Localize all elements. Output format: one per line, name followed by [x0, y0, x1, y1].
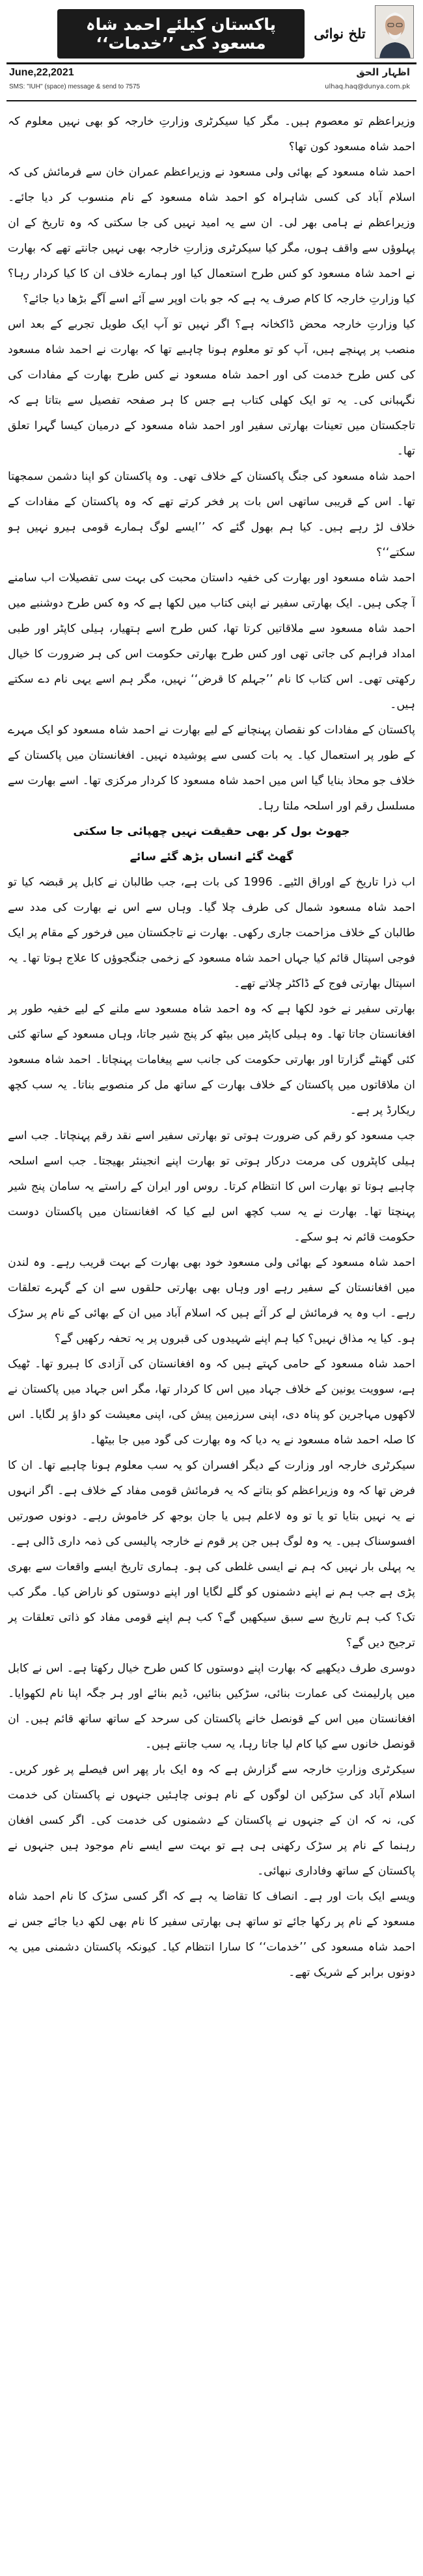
column-header: [0, 0, 423, 103]
author-portrait-icon: [375, 6, 414, 59]
author-email: ulhaq.haq@dunya.com.pk: [325, 83, 410, 90]
article-paragraph: احمد شاہ مسعود کے بھائی ولی مسعود نے وزیراعظم عمران خان سے فرمائش کی کہ اسلام آباد کی کسی شاہراہ کو احمد شاہ مسعود کے نام منسوب کر دیا جائے۔ وزیراعظم نے ہامی بھر لی۔ ان سے یہ امید نہیں کی جا سکتی کہ وہ تاریخ کے ان پہلوؤں سے واقف ہوں، مگر کیا سیکرٹری وزارتِ خارجہ بھی نہیں جانتے تھے کہ بھارت نے احمد شاہ مسعود کو کس طرح استعمال کیا اور ہمارے خلاف ان کا کیا کردار رہا؟ کیا وزارتِ خارجہ کا کام صرف یہ ہے کہ جو بات اوپر سے آئے اسے آگے بڑھا دیا جائے؟: [8, 166, 415, 306]
poetry-verse: گھٹ گئے انساں بڑھ گئے سائے: [130, 850, 293, 863]
article-paragraph: یہ پہلی بار نہیں کہ ہم نے ایسی غلطی کی ہو۔ ہماری تاریخ ایسے واقعات سے بھری پڑی ہے جب ہم نے اپنے دشمنوں کو گلے لگایا اور اپنے دوستوں کو ناراض کیا۔ مگر کب تک؟ کب ہم تاریخ سے سبق سیکھیں گے؟ کب ہم اپنے قومی مفاد کو ذاتی تعلقات پر ترجیح دیں گے؟: [8, 1560, 415, 1649]
article-paragraph: احمد شاہ مسعود کی جنگ پاکستان کے خلاف تھی۔ وہ پاکستان کو اپنا دشمن سمجھتا تھا۔ اس کے قریبی ساتھی اس بات پر فخر کرتے تھے کہ وہ پاکستان کے مفادات کے خلاف لڑ رہے ہیں۔ کیا ہم بھول گئے کہ ’’ایسے لوگ ہمارے قومی ہیرو نہیں ہو سکتے‘‘؟: [8, 470, 415, 559]
publish-date: June,22,2021: [9, 67, 74, 78]
article-paragraph: احمد شاہ مسعود کے بھائی ولی مسعود خود بھی بھارت کے بہت قریب رہے۔ وہ لندن میں افغانستان کے سفیر رہے اور وہاں بھی بھارتی حلقوں سے ان کے گہرے تعلقات رہے۔ اب وہ یہ فرمائش لے کر آئے ہیں کہ اسلام آباد میں ان کے بھائی کے نام پر سڑک ہو۔ کیا یہ مذاق نہیں؟ کیا ہم اپنے شہیدوں کی قبروں پر یہ تحفہ رکھیں گے؟: [8, 1256, 415, 1345]
header-divider: [7, 62, 416, 64]
author-photo: [375, 5, 414, 59]
article-paragraph: بھارتی سفیر نے خود لکھا ہے کہ وہ احمد شاہ مسعود سے ملنے کے لیے خفیہ طور پر افغانستان جاتا تھا۔ وہ ہیلی کاپٹر میں بیٹھ کر پنج شیر جاتا، وہاں مسعود کے ساتھ کئی کئی گھنٹے گزارتا اور بھارتی حکومت کی جانب سے پیغامات پہنچاتا۔ احمد شاہ مسعود ان ملاقاتوں میں پاکستان کے خلاف بھارت کے ساتھ مل کر منصوبے بناتا۔ یہ سب کچھ ریکارڈ پر ہے۔: [8, 1003, 415, 1117]
article-paragraph: سیکرٹری وزارتِ خارجہ سے گزارش ہے کہ وہ ایک بار پھر اس فیصلے پر غور کریں۔ اسلام آباد کی سڑکیں ان لوگوں کے نام ہونی چاہئیں جنہوں نے پاکستان کی خدمت کی، نہ کہ ان کے جنہوں نے پاکستان کے دشمنوں کی خدمت کی۔ اگر کسی افغان رہنما کے نام پر سڑک رکھنی ہی ہے تو بہت سے ایسے نام موجود ہیں جنہوں نے پاکستان کے ساتھ وفاداری نبھائی۔: [8, 1763, 415, 1878]
sms-subscription: SMS: "IUH" (space) message & send to 7575: [9, 83, 141, 90]
article-paragraph: کیا وزارتِ خارجہ محض ڈاکخانہ ہے؟ اگر نہیں تو آپ ایک طویل تجربے کے بعد اس منصب پر پہنچے ہیں، آپ کو تو معلوم ہونا چاہیے تھا کہ بھارت نے احمد شاہ مسعود کی کس طرح خدمت کی اور احمد شاہ مسعود نے کس طرح بھارت کے مفادات کی نگہبانی کی۔ یہ تو ایک کھلی کتاب ہے جس کا ہر صفحہ تفصیل سے بتاتا ہے کہ تاجکستان میں تعینات بھارتی سفیر اور احمد شاہ مسعود کے درمیان کیسا گہرا تعلق تھا۔: [8, 318, 415, 458]
article-paragraph: جب مسعود کو رقم کی ضرورت ہوتی تو بھارتی سفیر اسے نقد رقم پہنچاتا۔ جب اسے ہیلی کاپٹروں کی مرمت درکار ہوتی تو بھارت اپنے انجینئر بھیجتا۔ جب اسے اسلحہ چاہیے ہوتا تو بھارت اس کا انتظام کرتا۔ روس اور ایران کے راستے یہ سامان پنج شیر پہنچتا تھا۔ بھارت نے یہ سب کچھ اس لیے کیا کہ افغانستان میں پاکستان دوست حکومت قائم نہ ہو سکے۔: [8, 1129, 415, 1244]
article-paragraph: وزیراعظم تو معصوم ہیں۔ مگر کیا سیکرٹری وزارتِ خارجہ کو بھی نہیں معلوم کہ احمد شاہ مسعود کون تھا؟: [8, 115, 415, 153]
article-paragraph: پاکستان کے مفادات کو نقصان پہنچانے کے لیے بھارت نے احمد شاہ مسعود کو ایک مہرے کے طور پر استعمال کیا۔ یہ بات کسی سے پوشیدہ نہیں۔ افغانستان میں پاکستان کے خلاف جو محاذ بنایا گیا اس میں احمد شاہ مسعود کا کردار مرکزی تھا۔ اسے بھارت سے مسلسل رقم اور اسلحہ ملتا رہا۔: [8, 724, 415, 813]
column-logo: تلخ نوائی: [314, 25, 366, 42]
article-paragraph: دوسری طرف دیکھیے کہ بھارت اپنے دوستوں کا کس طرح خیال رکھتا ہے۔ اس نے کابل میں پارلیمنٹ کی عمارت بنائی، سڑکیں بنائیں، ڈیم بنائے اور ہر جگہ اپنا نام لکھوایا۔ افغانستان میں اس کے قونصل خانے پاکستان کی سرحد کے ساتھ ساتھ قائم ہیں۔ ان قونصل خانوں سے کیا کام لیا جاتا رہا، یہ سب جانتے ہیں۔: [8, 1662, 415, 1751]
article-paragraph: احمد شاہ مسعود کے حامی کہتے ہیں کہ وہ افغانستان کی آزادی کا ہیرو تھا۔ ٹھیک ہے، سوویت یونین کے خلاف جہاد میں اس کا کردار تھا، مگر اس جہاد میں پاکستان نے لاکھوں مہاجرین کو پناہ دی، اپنی سرزمین پیش کی، اپنی معیشت کو داؤ پر لگایا۔ اس کا صلہ احمد شاہ مسعود نے یہ دیا کہ وہ بھارت کی گود میں جا بیٹھا۔: [8, 1358, 415, 1447]
article-paragraph: احمد شاہ مسعود اور بھارت کی خفیہ داستان محبت کی بہت سی تفصیلات اب سامنے آ چکی ہیں۔ ایک بھارتی سفیر نے اپنی کتاب میں لکھا ہے کہ وہ کس طرح دوشنبے میں احمد شاہ مسعود سے ملاقاتیں کرتا تھا، کس طرح اسے ہتھیار، ہیلی کاپٹر اور طبی امداد فراہم کی جاتی تھی اور کس طرح بھارتی حکومت اس کی ہر ضرورت کا خیال رکھتی تھی۔ اس کتاب کا نام ’’جہلم کا قرض‘‘ نہیں، مگر ہم اسے یہی نام دے سکتے ہیں۔: [8, 572, 415, 711]
article-paragraph: اب ذرا تاریخ کے اوراق الٹیے۔ 1996 کی بات ہے، جب طالبان نے کابل پر قبضہ کیا تو احمد شاہ مسعود شمال کی طرف چلا گیا۔ وہاں سے اس نے بھارت کی مدد سے طالبان کے خلاف مزاحمت جاری رکھی۔ بھارت نے تاجکستان میں فرخور کے مقام پر ایک فوجی اسپتال قائم کیا جہاں احمد شاہ مسعود کے زخمی جنگجوؤں کا علاج ہوتا تھا۔ یہ اسپتال بھارتی فوج کے ڈاکٹر چلاتے تھے۔: [8, 876, 415, 990]
header-bottom-divider: [7, 100, 416, 101]
poetry-verse: جھوٹ بول کر بھی حقیقت نہیں چھپائی جا سکتی: [73, 825, 350, 838]
article-paragraph: ویسے ایک بات اور ہے۔ انصاف کا تقاضا یہ ہے کہ اگر کسی سڑک کا نام احمد شاہ مسعود کے نام پر رکھا جائے تو ساتھ ہی بھارتی سفیر کا نام بھی لکھ دیا جائے جس نے احمد شاہ مسعود کی ’’خدمات‘‘ کا سارا انتظام کیا۔ کیونکہ پاکستان دشمنی میں یہ دونوں برابر کے شریک تھے۔: [8, 1890, 415, 1979]
author-name: اظہار الحق: [356, 66, 410, 78]
article-body: [8, 109, 415, 2567]
article-paragraph: سیکرٹری خارجہ اور وزارت کے دیگر افسران کو یہ سب معلوم ہونا چاہیے تھا۔ ان کا فرض تھا کہ وہ وزیراعظم کو بتاتے کہ یہ فرمائش قومی مفاد کے خلاف ہے۔ اگر انہوں نے یہ نہیں بتایا تو یا تو وہ لاعلم ہیں یا جان بوجھ کر خاموش رہے۔ دونوں صورتیں افسوسناک ہیں۔ یہ وہ لوگ ہیں جن پر قوم نے خارجہ پالیسی کی ذمہ داری ڈالی ہے۔: [8, 1459, 415, 1548]
article-title: پاکستان کیلئے احمد شاہ مسعود کی ’’خدمات‘‘: [57, 9, 305, 59]
